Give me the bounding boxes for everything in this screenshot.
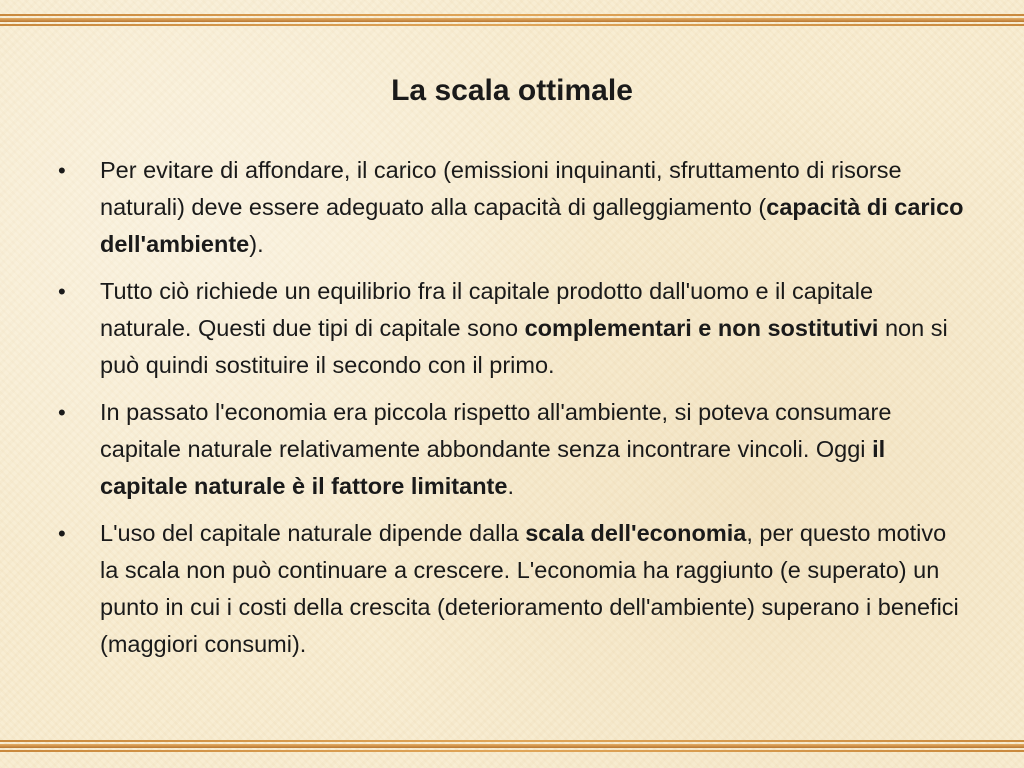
bottom-decorative-rule [0, 740, 1024, 754]
bullet-icon: • [58, 279, 66, 304]
bullet-text: Per evitare di affondare, il carico (emissioni inquinanti, sfruttamento di risorse naturali) deve essere adeguato alla capacità di galleggiamento ( [100, 157, 902, 220]
bullet-text: , per questo motivo la scala non può continuare a crescere. L'economia ha raggiunto (e superato) un punto in cui i costi della crescita (deterioramento dell'ambiente) superano i benefici (maggiori consumi). [100, 520, 959, 657]
bullet-item [58, 394, 968, 505]
bullet-text: ). [249, 231, 264, 257]
bullet-emphasis: scala dell'economia [525, 520, 747, 546]
bottom-rule-line [0, 750, 1024, 752]
bullet-text: L'uso del capitale naturale dipende dalla [100, 520, 526, 546]
top-decorative-rule [0, 14, 1024, 28]
top-rule-line-thick [0, 18, 1024, 22]
bottom-rule-line-thick [0, 744, 1024, 748]
bullet-item [58, 152, 968, 263]
bullet-icon: • [58, 158, 66, 183]
bullet-list [58, 152, 968, 673]
bullet-item [58, 515, 968, 663]
bottom-rule-line [0, 740, 1024, 742]
bullet-emphasis: complementari e non sostitutivi [524, 315, 879, 341]
bullet-icon: • [58, 521, 66, 546]
bullet-emphasis: capacità di carico dell'ambiente [100, 194, 964, 257]
top-rule-line [0, 14, 1024, 16]
bullet-icon: • [58, 400, 66, 425]
bullet-item [58, 273, 968, 384]
bullet-text: In passato l'economia era piccola rispetto all'ambiente, si poteva consumare capitale naturale relativamente abbondante senza incontrare vincoli. Oggi [100, 399, 892, 462]
bullet-emphasis: il capitale naturale è il fattore limitante [100, 436, 886, 499]
bullet-text: . [507, 473, 514, 499]
bullet-text: Tutto ciò richiede un equilibrio fra il capitale prodotto dall'uomo e il capitale naturale. Questi due tipi di capitale sono [100, 278, 874, 341]
bullet-text: non si può quindi sostituire il secondo con il primo. [100, 315, 948, 378]
top-rule-line [0, 24, 1024, 26]
slide-title: La scala ottimale [391, 74, 633, 107]
